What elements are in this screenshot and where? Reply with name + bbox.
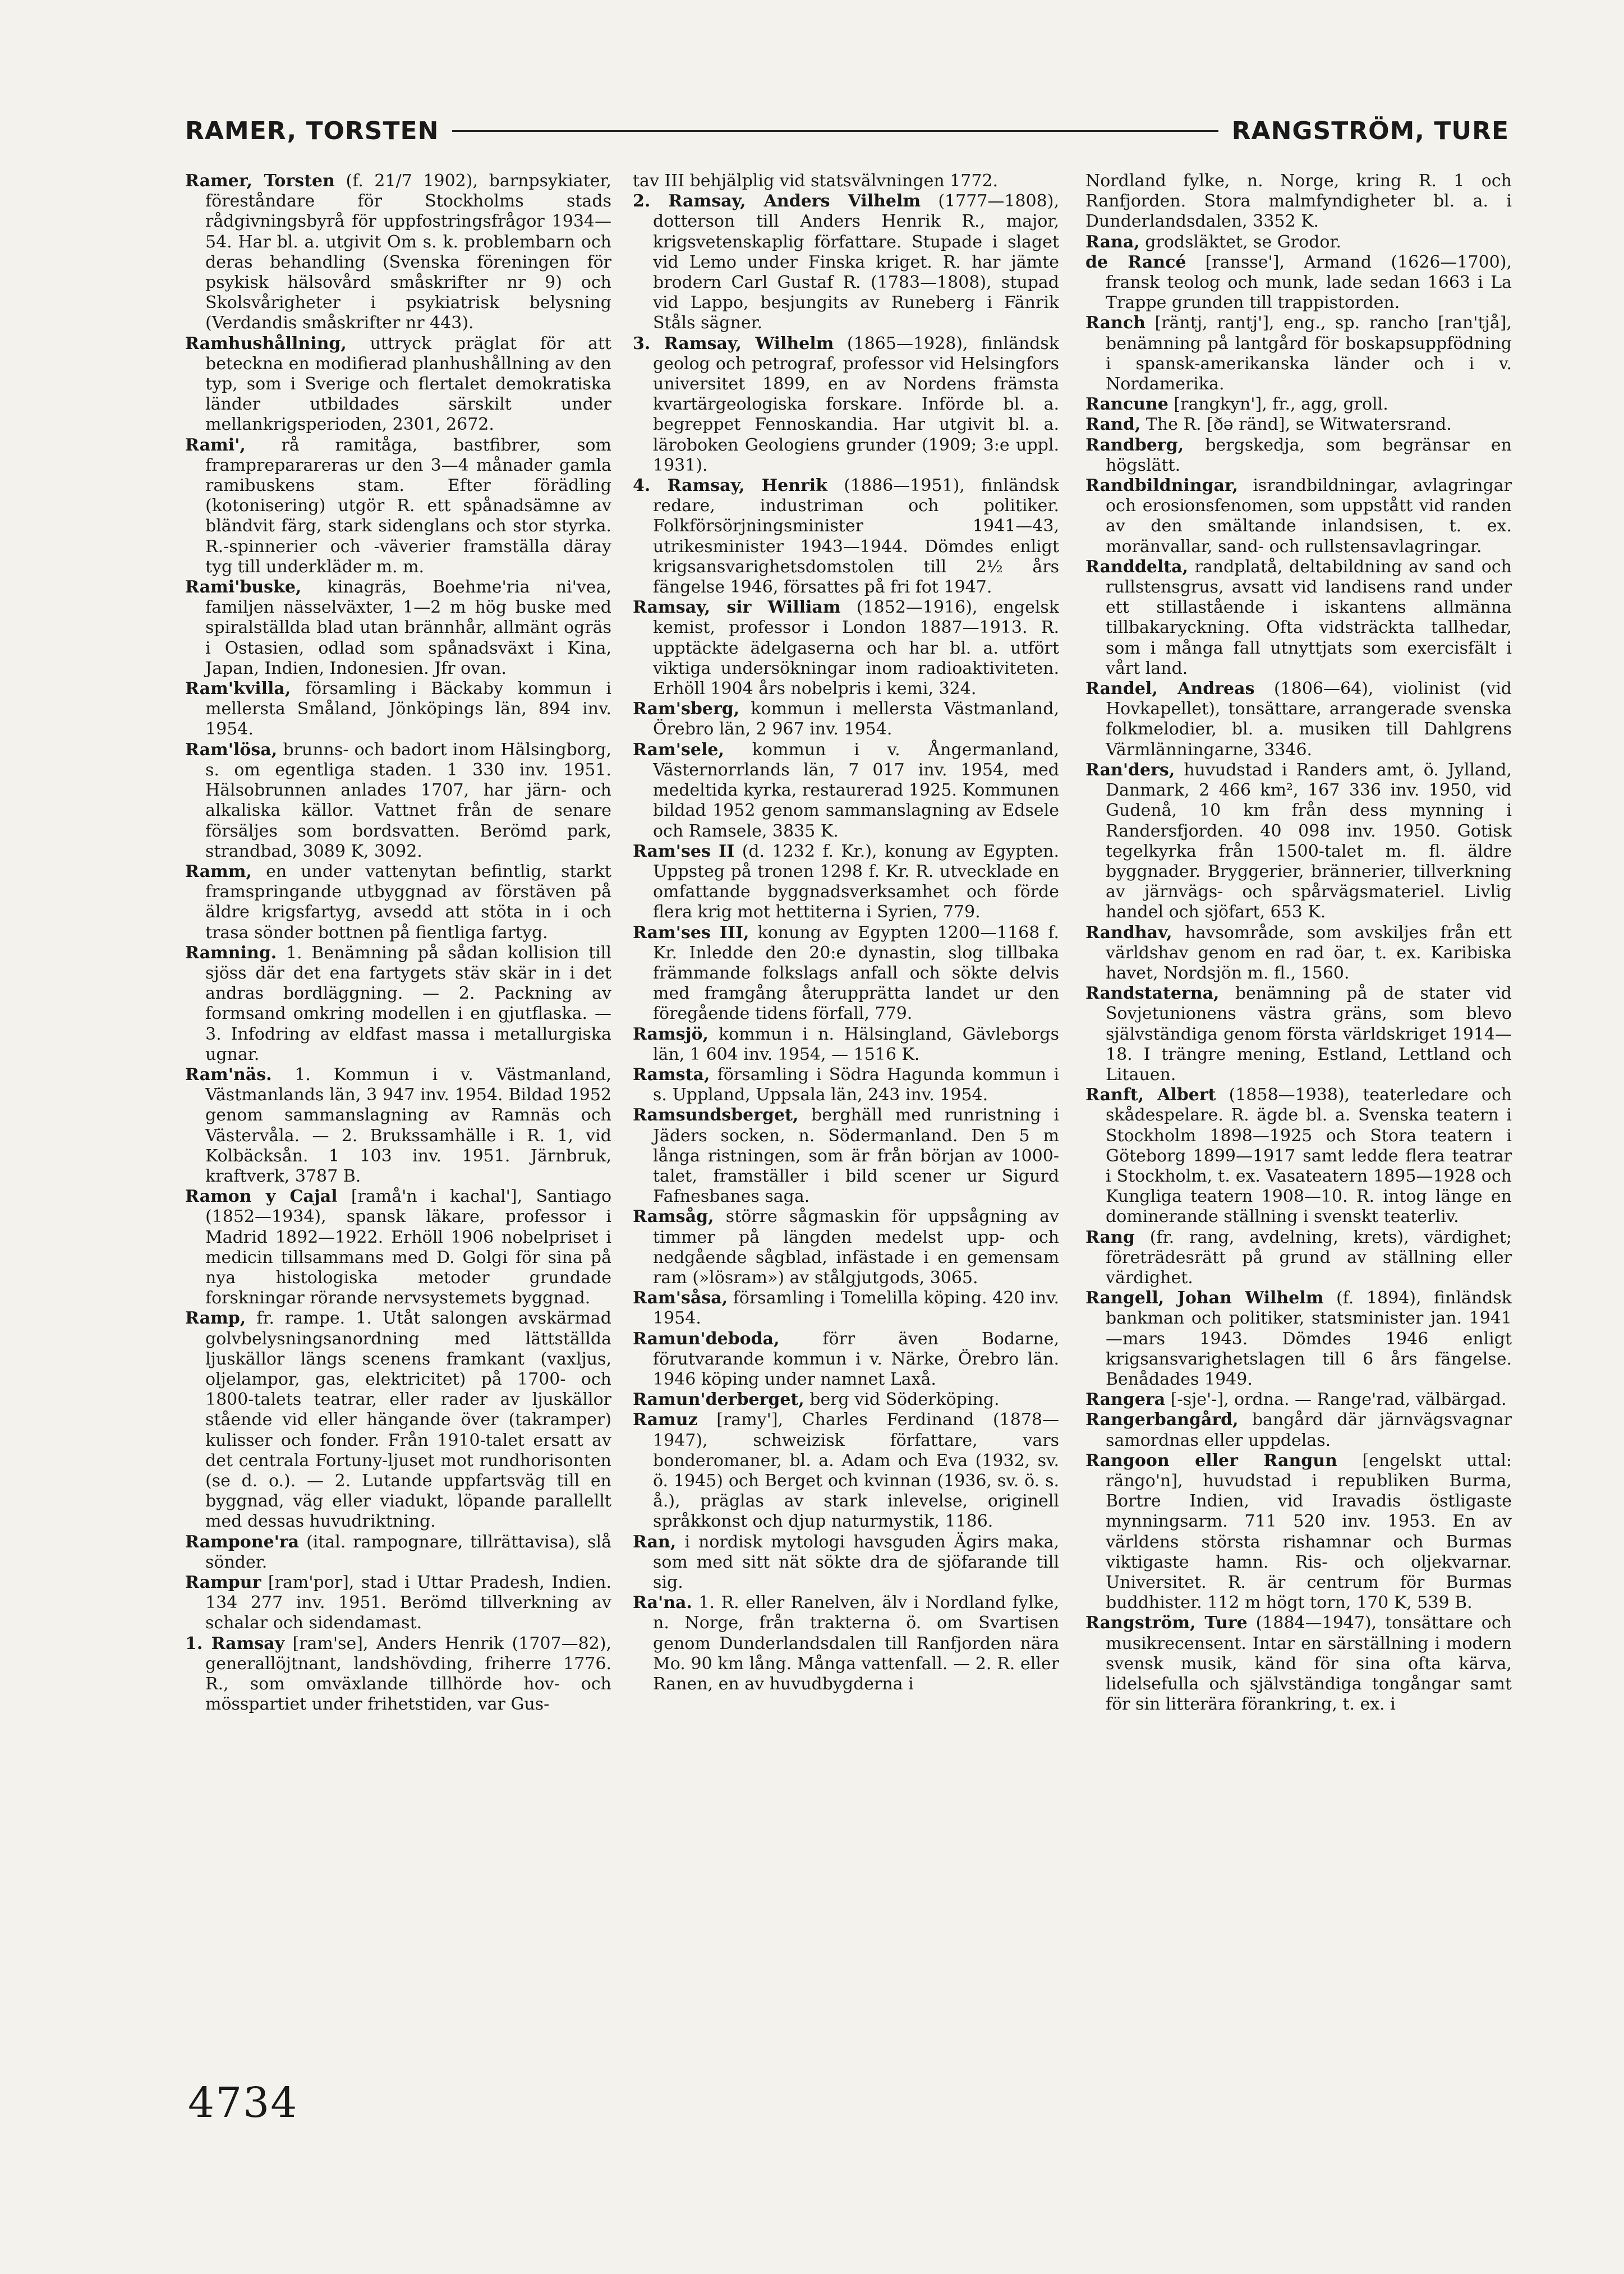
entry-headword: Randberg, — [1085, 435, 1184, 455]
entry-headword: Ran, — [633, 1532, 677, 1552]
dictionary-entry — [1085, 1390, 1512, 1410]
entry-headword: 1. Ramsay — [185, 1633, 285, 1653]
entry-headword: Ra'na. — [633, 1593, 692, 1613]
entry-definition: [ramå'n i kachal'], Santiago (1852—1934), spansk läkare, professor i Madrid 1892—1922. Erhöll 1906 nobelpriset i medicin tillsammans med D. Golgi för sina på nya histologiska metoder grundade forskningar rörande nervsystemets byggnad. — [205, 1187, 611, 1308]
entry-definition: (1865—1928), finländsk geolog och petrograf, professor vid Helsingfors universitet 1899, en av Nordens främsta kvartärgeologiska forskare. Införde bl. a. begreppet Fennoskandia. Har utgivit bl. a. läroboken Geologiens grunder (1909; 3:e uppl. 1931). — [653, 333, 1059, 475]
entry-headword: Rang — [1085, 1227, 1135, 1247]
entry-definition: Nordland fylke, n. Norge, kring R. 1 och Ranfjorden. Stora malmfyndigheter bl. a. i Dunderlandsdalen, 3352 K. — [1085, 171, 1512, 232]
dictionary-entry — [633, 1532, 1059, 1593]
entry-definition: församling i Bäckaby kommun i mellersta Småland, Jönköpings län, 894 inv. 1954. — [205, 679, 611, 739]
entry-definition: konung av Egypten 1200—1168 f. Kr. Inledde den 20:e dynastin, slog tillbaka främmande folkslags anfall och sökte delvis med framgång återupprätta landet ur den föregående tidens förfall, 779. — [653, 922, 1059, 1024]
entry-headword: Randbildningar, — [1085, 476, 1239, 496]
dictionary-entry — [185, 679, 611, 740]
entry-definition: (1806—64), violinist (vid Hovkapellet), tonsättare, arrangerade svenska folkmelodier, bl. a. musiken till Dahlgrens Värmlänningarne, 3346. — [1106, 679, 1512, 760]
entry-headword: Ramsundsberget, — [633, 1105, 799, 1125]
column-1 — [185, 171, 611, 2039]
entry-definition: (ital. rampognare, tillrättavisa), slå sönder. — [205, 1532, 611, 1572]
entry-headword: Ramun'deboda, — [633, 1329, 780, 1349]
entry-headword: Ramuz — [633, 1410, 698, 1430]
entry-definition: [rangkyn'], fr., agg, groll. — [1168, 394, 1388, 415]
dictionary-entry — [633, 699, 1059, 739]
dictionary-entry — [1085, 984, 1512, 1085]
entry-definition: 1. Kommun i v. Västmanland, Västmanlands län, 3 947 inv. 1954. Bildad 1952 genom sammanslagning av Ramnäs och Västervåla. — 2. Brukssamhälle i R. 1, vid Kolbäcksån. 1 103 inv. 1951. Järnbruk, kraftverk, 3787 B. — [205, 1064, 611, 1186]
entry-definition: benämning på de stater vid Sovjetunionens västra gräns, som blevo självständiga genom första världskriget 1914—18. I trängre mening, Estland, Lettland och Litauen. — [1106, 984, 1512, 1085]
dictionary-entry — [633, 334, 1059, 476]
entry-headword: Rancune — [1085, 394, 1168, 415]
entry-definition: större sågmaskin för uppsågning av timmer på längden medelst upp- och nedgående sågblad, infästade i en gemensam ram (»lösram») av stålgjutgods, 3065. — [653, 1207, 1059, 1288]
dictionary-entry — [1085, 171, 1512, 232]
entry-headword: Ram'såsa, — [633, 1288, 728, 1308]
entry-headword: Rand, — [1085, 415, 1141, 435]
entry-headword: 3. Ramsay, Wilhelm — [633, 333, 834, 353]
entry-definition: israndbildningar, avlagringar och erosionsfenomen, som uppstått vid randen av den smältande inlandsisen, t. ex. moränvallar, sand- och rullstensavlagringar. — [1106, 476, 1512, 557]
dictionary-entry — [633, 1105, 1059, 1207]
entry-definition: The R. [ðə ränd], se Witwatersrand. — [1140, 415, 1452, 435]
entry-definition: grodsläktet, se Grodor. — [1139, 232, 1342, 252]
entry-definition: (1852—1916), engelsk kemist, professor i London 1887—1913. R. upptäckte ädelgaserna och har bl. a. utfört viktiga undersökningar inom radioaktiviteten. Erhöll 1904 års nobelpris i kemi, 324. — [653, 598, 1059, 699]
entry-headword: de Rancé — [1085, 252, 1186, 272]
entry-headword: Rangera — [1085, 1390, 1166, 1410]
dictionary-entry — [1085, 1288, 1512, 1390]
entry-definition: randplatå, deltabildning av sand och rullstensgrus, avsatt vid landisens rand under ett stillaståendе i iskantens allmänna tillbakaryckning. Ofta vidsträckta tallhedar, som i många fall utnyttjats som exercisfält i vårt land. — [1106, 557, 1512, 678]
entry-definition: bergskedja, som begränsar en högslätt. — [1106, 435, 1512, 475]
entry-headword: Ramsay, sir William — [633, 598, 841, 618]
dictionary-entry — [633, 740, 1059, 842]
entry-headword: Rami'buske, — [185, 577, 302, 598]
dictionary-entry — [185, 740, 611, 862]
running-header — [185, 111, 1509, 150]
dictionary-entry — [1085, 923, 1512, 984]
dictionary-entry — [185, 171, 611, 334]
entry-headword: Rana, — [1085, 232, 1140, 252]
dictionary-entry — [633, 476, 1059, 598]
entry-definition: 1. R. eller Ranelven, älv i Nordland fylke, n. Norge, från trakterna ö. om Svartisen genom Dunderlandsdalen till Ranfjorden nära Mo. 90 km lång. Många vattenfall. — 2. R. eller Ranen, en av huvudbygderna i — [653, 1593, 1059, 1694]
dictionary-entry — [1085, 1085, 1512, 1227]
dictionary-entry — [1085, 435, 1512, 476]
entry-definition: [räntj, rantj'], eng., sp. rancho [ran'tjå], benämning på lantgård för boskapsuppfödning i spansk-amerikanska länder och i v. Nordamerika. — [1106, 313, 1512, 394]
dictionary-entry — [633, 1329, 1059, 1390]
entry-headword: Ramun'derberget, — [633, 1390, 804, 1410]
entry-definition: berg vid Söderköping. — [804, 1390, 1000, 1410]
entry-definition: bangård där järnvägsvagnar samordnas eller uppdelas. — [1106, 1410, 1512, 1450]
entry-definition: församling i Södra Hagunda kommun i s. Uppland, Uppsala län, 243 inv. 1954. — [653, 1064, 1059, 1105]
entry-definition: uttryck präglat för att beteckna en modifierad planhushållning av den typ, som i Sverige och flertalet demokratiska länder utbildades särskilt under mellankrigsperioden, 2301, 2672. — [205, 333, 611, 435]
entry-headword: Rampur — [185, 1573, 261, 1593]
dictionary-entry — [1085, 1228, 1512, 1289]
dictionary-entry — [633, 1065, 1059, 1105]
entry-definition: brunns- och badort inom Hälsingborg, s. om egentliga staden. 1 330 inv. 1951. Hälsobrunnen anlades 1707, har järn- och alkaliska källor. Vattnet från de senare försäljes som bordsvatten. Berömd park, strandbad, 3089 K, 3092. — [205, 739, 611, 861]
dictionary-entry — [185, 577, 611, 679]
dictionary-entry — [633, 842, 1059, 923]
dictionary-entry — [185, 435, 611, 577]
entry-definition: [ram'se], Anders Henrik (1707—82), generallöjtnant, landshövding, friherre 1776. R., som omväxlande tillhörde hov- och mösspartiet under frihetstiden, var Gus- — [205, 1633, 611, 1715]
entry-definition: församling i Tomelilla köping. 420 inv. 1954. — [653, 1288, 1059, 1329]
entry-headword: Randhav, — [1085, 922, 1172, 943]
entry-definition: [engelskt uttal: rängo'n], huvudstad i republiken Burma, Bortre Indien, vid Iravadis östligaste mynningsarm. 711 520 inv. 1953. En av världens största rishamnar och Burmas viktigaste hamn. Ris- och oljekvarnar. Universitet. R. är centrum för Burmas buddhister. 112 m högt torn, 170 K, 539 B. — [1106, 1450, 1512, 1613]
entry-headword: Ramsjö, — [633, 1024, 709, 1044]
entry-headword: Ramp, — [185, 1308, 246, 1329]
dictionary-entry — [633, 923, 1059, 1025]
entry-definition: i nordisk mytologi havsguden Ägirs maka, som med sitt nät sökte dra de sjöfarande till sig. — [653, 1532, 1059, 1593]
entry-definition: (f. 1894), finländsk bankman och politiker, statsminister jan. 1941—mars 1943. Dömdes 1946 enligt krigsansvarighetslagen till 6 års fängelse. Benådades 1949. — [1106, 1288, 1512, 1389]
header-right-keyword: RANGSTRÖM, TURE — [1231, 116, 1509, 145]
dictionary-entry — [185, 943, 611, 1065]
dictionary-entry — [185, 1065, 611, 1187]
entry-headword: Ram'ses III, — [633, 922, 749, 943]
entry-definition: kommun i n. Hälsingland, Gävleborgs län, 1 604 inv. 1954, — 1516 K. — [653, 1024, 1059, 1064]
entry-definition: kommun i mellersta Västmanland, Örebro län, 2 967 inv. 1954. — [653, 699, 1059, 739]
entry-definition: (d. 1232 f. Kr.), konung av Egypten. Uppsteg på tronen 1298 f. Kr. R. utvecklade en omfattande byggnadsverksamhet och förde flera krig mot hettiterna i Syrien, 779. — [653, 841, 1059, 922]
header-rule — [452, 130, 1218, 132]
entry-headword: Ranft, Albert — [1085, 1085, 1216, 1105]
dictionary-entry — [633, 1410, 1059, 1532]
page-number: 4734 — [188, 2079, 298, 2127]
entry-definition: (fr. rang, avdelning, krets), värdighet; företrädesrätt på grund av ställning eller värdighet. — [1106, 1227, 1512, 1288]
entry-headword: 2. Ramsay, Anders Vilhelm — [633, 191, 921, 212]
entry-headword: Randdelta, — [1085, 557, 1189, 577]
entry-definition: 1. Benämning på sådan kollision till sjöss där det ena fartygets stäv skär in i det andras bordläggning. — 2. Packning av formsand omkring modellen i en gjutflaska. — 3. Infodring av eldfast massa i metallurgiska ugnar. — [205, 943, 611, 1064]
entry-headword: Ram'ses II — [633, 841, 735, 861]
dictionary-entry — [185, 1532, 611, 1573]
entry-headword: Ramon y Cajal — [185, 1187, 338, 1207]
dictionary-entry — [1085, 476, 1512, 557]
entry-headword: Ranch — [1085, 313, 1145, 333]
dictionary-entry — [185, 1573, 611, 1634]
entry-headword: Ran'ders, — [1085, 760, 1175, 780]
dictionary-entry — [633, 1207, 1059, 1288]
entry-headword: Ramhushållning, — [185, 333, 347, 353]
entry-headword: Ramsta, — [633, 1064, 710, 1085]
entry-definition: förr även Bodarne, förutvarande kommun i v. Närke, Örebro län. 1946 köping under namnet Laxå. — [653, 1329, 1059, 1389]
dictionary-entry — [633, 1288, 1059, 1329]
dictionary-entry — [1085, 1613, 1512, 1715]
dictionary-entry — [633, 171, 1059, 191]
entry-headword: Ramer, Torsten — [185, 171, 335, 191]
entry-definition: huvudstad i Randers amt, ö. Jylland, Danmark, 2 466 km², 167 336 inv. 1950, vid Gudenå, 10 km från dess mynning i Randersfjorden. 40 098 inv. 1950. Gotisk tegelkyrka från 1500-talet m. fl. äldre byggnader. Bryggerier, brännerier, tillverkning av järnvägs- och spårvägsmateriel. Livlig handel och sjöfart, 653 K. — [1106, 760, 1512, 922]
dictionary-entry — [1085, 394, 1512, 415]
entry-definition: (1886—1951), finländsk redare, industriman och politiker. Folkförsörjningsminister 1941—43, utrikesminister 1943—1944. Dömdes enligt krigsansvarighetsdomstolen till 2½ års fängelse 1946, försattes på fri fot 1947. — [653, 476, 1059, 598]
column-2 — [633, 171, 1059, 2039]
entry-definition: kinagräs, Boehme'ria ni'vea, familjen nässelväxter, 1—2 m hög buske med spiralställda blad utan brännhår, allmänt ogräs i Ostasien, odlad som spånadsväxt i Kina, Japan, Indien, Indonesien. Jfr ovan. — [205, 577, 611, 678]
dictionary-entry — [185, 1187, 611, 1308]
entry-definition: [ransse'], Armand (1626—1700), fransk teolog och munk, lade sedan 1663 i La Trappe grunden till trappistorden. — [1106, 252, 1512, 313]
dictionary-entry — [185, 1634, 611, 1715]
entry-definition: (1884—1947), tonsättare och musikrecensent. Intar en särställning i modern svensk musik, känd för sina ofta kärva, lidelsefulla och självständiga tongångar samt för sin litterära förankring, t. ex. i — [1106, 1613, 1512, 1715]
entry-definition: rå ramitåga, bastfibrer, som frampreparareras ur den 3—4 månader gamla ramibuskens stam. Efter förädling (kotonisering) utgör R. ett spånadsämne av bländvit färg, stark sidenglans och stor styrka. R.-spinnerier och -väverier framställa däray tyg till underkläder m. m. — [205, 435, 611, 577]
entry-headword: Rangoon eller Rangun — [1085, 1450, 1337, 1471]
entry-headword: Ram'sele, — [633, 739, 724, 760]
entry-headword: Ram'näs. — [185, 1064, 272, 1085]
entry-definition: tav III behjälplig vid statsvälvningen 1772. — [633, 171, 999, 191]
entry-headword: Ramning. — [185, 943, 277, 963]
dictionary-entry — [185, 862, 611, 943]
entry-headword: Ram'lösa, — [185, 739, 278, 760]
header-left-keyword: RAMER, TORSTEN — [185, 116, 439, 145]
entry-definition: en under vattenytan befintlig, starkt framspringande utbyggnad av förstäven på äldre krigsfartyg, avsedd att stöta in i och trasa sönder bottnen på fientliga fartyg. — [205, 861, 611, 943]
entry-definition: kommun i v. Ångermanland, Västernorrlands län, 7 017 inv. 1954, med medeltida kyrka, restaurerad 1925. Kommunen bildad 1952 genom sammanslagning av Edsele och Ramsele, 3835 K. — [653, 739, 1059, 841]
entry-headword: Rangström, Ture — [1085, 1613, 1248, 1633]
entry-definition: [ramy'], Charles Ferdinand (1878—1947), schweizisk författare, vars bonderomaner, bl. a. Adam och Eva (1932, sv. ö. 1945) och Berget och kvinnan (1936, sv. ö. s. å.), präglas av stark inlevelse, originell språkkonst och djup naturmystik, 1186. — [653, 1410, 1059, 1532]
entry-headword: Ramm, — [185, 861, 252, 881]
entry-definition: berghäll med runristning i Jäders socken, n. Södermanland. Den 5 m långa ristningen, som är från början av 1000-talet, framställer i bild scener ur Sigurd Fafnesbanes saga. — [653, 1105, 1059, 1207]
dictionary-entry — [1085, 1451, 1512, 1614]
entry-definition: (1777—1808), dotterson till Anders Henrik R., major, krigsvetenskaplig författare. Stupade i slaget vid Lemo under Finska kriget. R. har jämte brodern Carl Gustaf R. (1783—1808), stupad vid Lappo, besjungits av Runeberg i Fänrik Ståls sägner. — [653, 191, 1059, 333]
dictionary-entry — [633, 598, 1059, 699]
entry-headword: Ram'sberg, — [633, 699, 740, 719]
entry-definition: (1858—1938), teaterledare och skådespelare. R. ägde bl. a. Svenska teatern i Stockholm 1898—1925 och Stora teatern i Göteborg 1899—1917 samt ledde flera teatrar i Stockholm, t. ex. Vasateatern 1895—1928 och Kungliga teatern 1908—10. R. intog länge en dominerande ställning i svenskt teaterliv. — [1106, 1085, 1512, 1227]
entry-definition: fr. rampe. 1. Utåt salongen avskärmad golvbelysningsanordning med lättställda ljuskällor längs scenens framkant (vaxljus, oljelampor, gas, elektricitet) på 1700- och 1800-talets teatrar, eller rader av ljuskällor stående vid eller hängande över (takramper) kulisser och fonder. Från 1910-talet ersatt av det centrala Fortuny-ljuset mot rundhorisonten (se d. o.). — 2. Lutande uppfartsväg till en byggnad, väg eller viadukt, löpande parallellt med dessas huvudriktning. — [205, 1308, 611, 1532]
dictionary-entry — [633, 1390, 1059, 1410]
dictionary-entry — [1085, 313, 1512, 394]
entry-definition: havsområde, som avskiljes från ett världshav genom en rad öar, t. ex. Karibiska havet, Nordsjön m. fl., 1560. — [1106, 922, 1512, 983]
entry-headword: Rampone'ra — [185, 1532, 300, 1552]
dictionary-entry — [1085, 760, 1512, 923]
entry-headword: Ram'kvilla, — [185, 679, 291, 699]
dictionary-entry — [1085, 415, 1512, 435]
dictionary-entry — [1085, 252, 1512, 314]
dictionary-entry — [185, 1308, 611, 1532]
dictionary-entry — [1085, 232, 1512, 252]
entry-headword: Rangerbangård, — [1085, 1410, 1239, 1430]
dictionary-entry — [633, 1025, 1059, 1065]
entry-headword: Randel, Andreas — [1085, 679, 1255, 699]
entry-headword: Randstaterna, — [1085, 984, 1220, 1004]
entry-headword: Rangell, Johan Wilhelm — [1085, 1288, 1324, 1308]
entry-definition: [ram'por], stad i Uttar Pradesh, Indien. 134 277 inv. 1951. Berömd tillverkning av schalar och sidendamast. — [205, 1573, 611, 1633]
entry-headword: 4. Ramsay, Henrik — [633, 476, 827, 496]
entry-definition: [-sje'-], ordna. — Range'rad, välbärgad. — [1165, 1390, 1507, 1410]
dictionary-entry — [1085, 679, 1512, 760]
dictionary-entry — [1085, 1410, 1512, 1450]
column-3 — [1085, 171, 1512, 2039]
entry-headword: Rami', — [185, 435, 246, 455]
entry-headword: Ramsåg, — [633, 1207, 714, 1227]
dictionary-entry — [633, 191, 1059, 333]
dictionary-entry — [185, 334, 611, 435]
dictionary-entry — [633, 1593, 1059, 1694]
dictionary-entry — [1085, 557, 1512, 679]
entry-definition: (f. 21/7 1902), barnpsykiater, föreståndare för Stockholms stads rådgivningsbyrå för uppfostringsfrågor 1934—54. Har bl. a. utgivit Om s. k. problembarn och deras behandling (Svenska föreningen för psykisk hälsovård småskrifter nr 9) och Skolsvårigheter i psykiatrisk belysning (Verdandis småskrifter nr 443). — [205, 171, 611, 333]
